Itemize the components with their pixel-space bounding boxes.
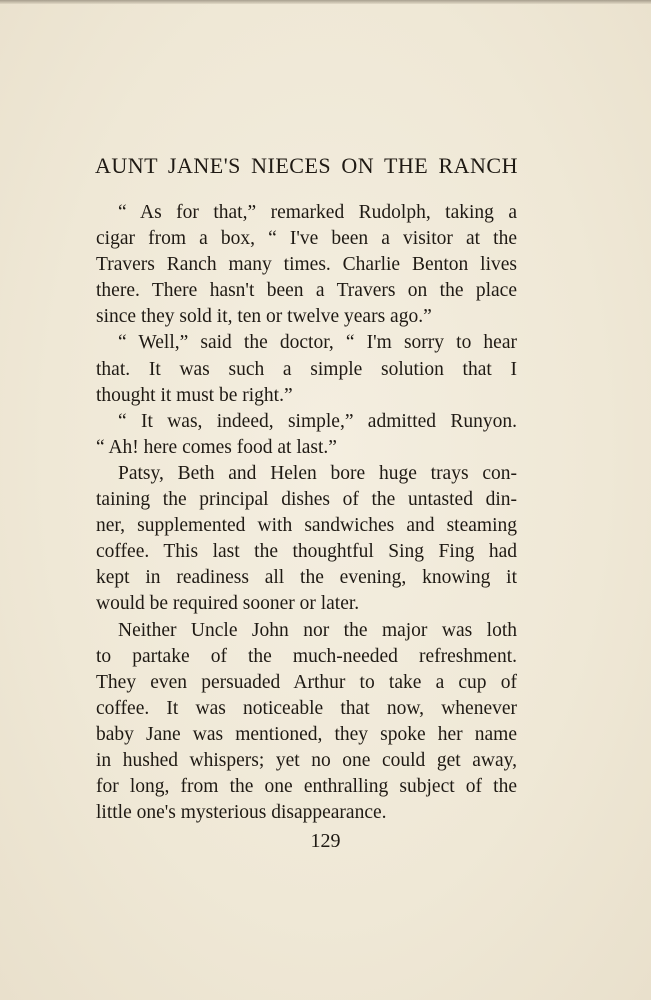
text-line: Neither Uncle John nor the major was loth bbox=[118, 619, 517, 641]
text-line: ner, supplemented with sandwiches and steaming bbox=[96, 515, 517, 537]
text-line: “ It was, indeed, simple,” admitted Runyon. bbox=[118, 410, 517, 432]
text-line: cigar from a box, “ I've been a visitor at the bbox=[96, 228, 517, 250]
body-text bbox=[96, 200, 517, 826]
paragraph-1 bbox=[96, 200, 517, 330]
running-head: AUNT JANE'S NIECES ON THE RANCH bbox=[95, 153, 518, 178]
text-line: for long, from the one enthralling subject of the bbox=[96, 776, 517, 798]
text-line: coffee. It was noticeable that now, whenever bbox=[96, 697, 517, 719]
text-line: coffee. This last the thoughtful Sing Fing had bbox=[96, 541, 517, 563]
paragraph-2 bbox=[96, 330, 517, 408]
text-line: thought it must be right.” bbox=[96, 384, 293, 406]
text-line: “ Well,” said the doctor, “ I'm sorry to hear bbox=[118, 332, 517, 354]
text-line: since they sold it, ten or twelve years ago.” bbox=[96, 306, 432, 328]
text-line: that. It was such a simple solution that I bbox=[96, 358, 517, 380]
text-line: “ Ah! here comes food at last.” bbox=[96, 436, 337, 458]
text-line: taining the principal dishes of the untasted din- bbox=[96, 489, 517, 511]
page-top-edge bbox=[0, 0, 651, 4]
page-number: 129 bbox=[310, 830, 341, 852]
text-line: to partake of the much-needed refreshment. bbox=[96, 645, 517, 667]
text-line: would be required sooner or later. bbox=[96, 593, 360, 615]
text-line: little one's mysterious disappearance. bbox=[96, 802, 387, 824]
text-line: there. There hasn't been a Travers on the place bbox=[96, 280, 517, 302]
text-line: kept in readiness all the evening, knowing it bbox=[96, 567, 517, 589]
paragraph-4 bbox=[96, 461, 517, 618]
text-line: Travers Ranch many times. Charlie Benton lives bbox=[96, 254, 517, 276]
text-line: “ As for that,” remarked Rudolph, taking a bbox=[118, 202, 517, 223]
text-line: in hushed whispers; yet no one could get away, bbox=[96, 749, 517, 771]
paragraph-3 bbox=[96, 409, 517, 461]
text-line: Patsy, Beth and Helen bore huge trays con- bbox=[118, 462, 517, 484]
text-line: They even persuaded Arthur to take a cup of bbox=[96, 671, 517, 693]
text-line: baby Jane was mentioned, they spoke her name bbox=[96, 723, 517, 745]
paragraph-5 bbox=[96, 618, 517, 827]
